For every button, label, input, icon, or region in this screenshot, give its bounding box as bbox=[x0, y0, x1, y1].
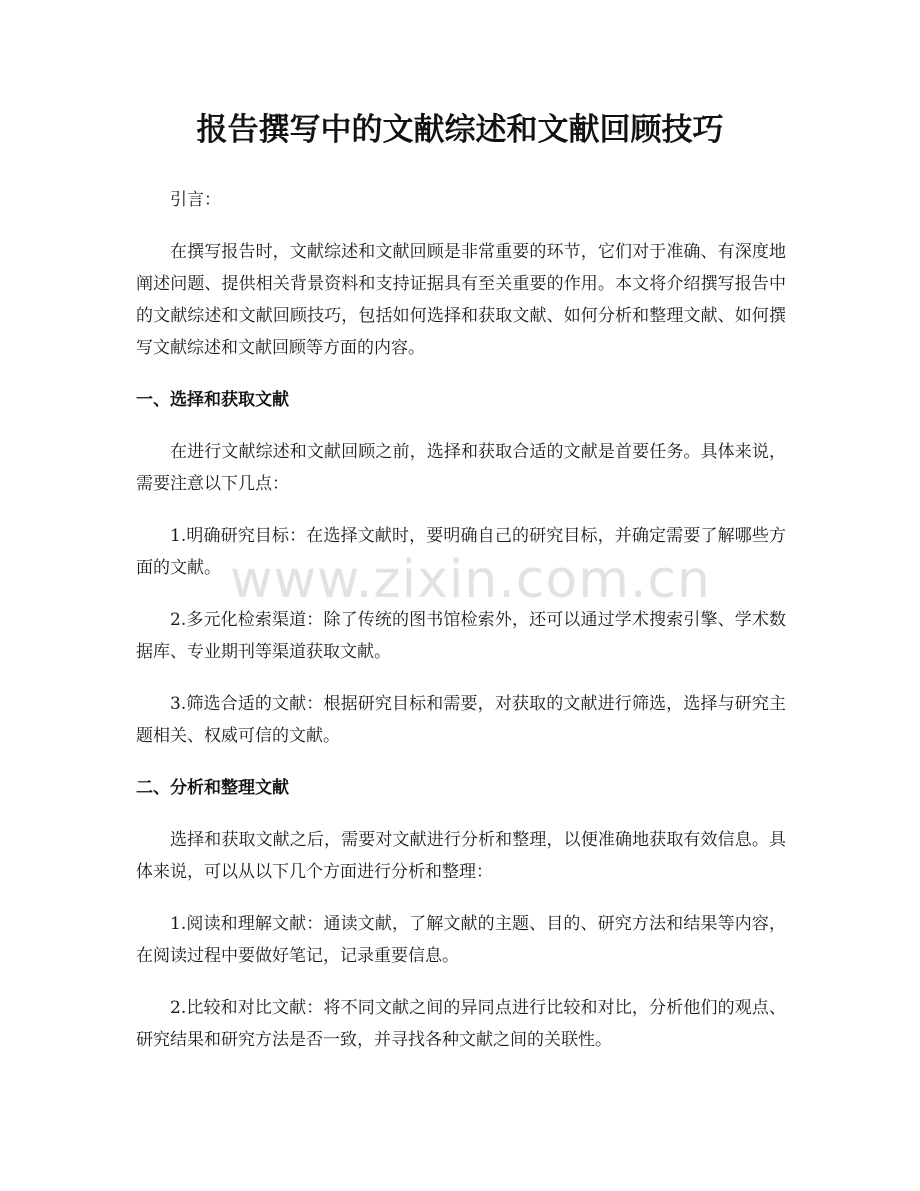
intro-paragraph: 在撰写报告时，文献综述和文献回顾是非常重要的环节，它们对于准确、有深度地阐述问题、提供相关背景资料和支持证据具有至关重要的作用。本文将介绍撰写报告中的文献综述和文献回顾技巧，包括如何选择和获取文献、如何分析和整理文献、如何撰写文献综述和文献回顾等方面的内容。 bbox=[136, 242, 786, 358]
section-2-heading: 二、分析和整理文献 bbox=[136, 778, 289, 798]
section-1-paragraph: 在进行文献综述和文献回顾之前，选择和获取合适的文献是首要任务。具体来说，需要注意以下几点： bbox=[136, 442, 786, 494]
section-2-list-item: 1.阅读和理解文献：通读文献，了解文献的主题、目的、研究方法和结果等内容，在阅读过程中要做好笔记，记录重要信息。 bbox=[136, 914, 786, 966]
document-body bbox=[136, 184, 786, 1076]
intro-label: 引言： bbox=[170, 190, 221, 210]
section-2-paragraph: 选择和获取文献之后，需要对文献进行分析和整理，以便准确地获取有效信息。具体来说，可以从以下几个方面进行分析和整理： bbox=[136, 830, 786, 882]
watermark: www.zixin.com.cn bbox=[230, 550, 711, 610]
section-1-list-item: 3.筛选合适的文献：根据研究目标和需要，对获取的文献进行筛选，选择与研究主题相关、权威可信的文献。 bbox=[136, 694, 786, 746]
section-1-heading: 一、选择和获取文献 bbox=[136, 390, 289, 410]
section-1-list-item: 2.多元化检索渠道：除了传统的图书馆检索外，还可以通过学术搜索引擎、学术数据库、专业期刊等渠道获取文献。 bbox=[136, 610, 786, 662]
document-title: 报告撰写中的文献综述和文献回顾技巧 bbox=[196, 112, 724, 148]
section-2-list-item: 2.比较和对比文献：将不同文献之间的异同点进行比较和对比，分析他们的观点、研究结果和研究方法是否一致，并寻找各种文献之间的关联性。 bbox=[136, 998, 786, 1050]
section-1-list-item: 1.明确研究目标：在选择文献时，要明确自己的研究目标，并确定需要了解哪些方面的文献。 bbox=[136, 526, 786, 578]
